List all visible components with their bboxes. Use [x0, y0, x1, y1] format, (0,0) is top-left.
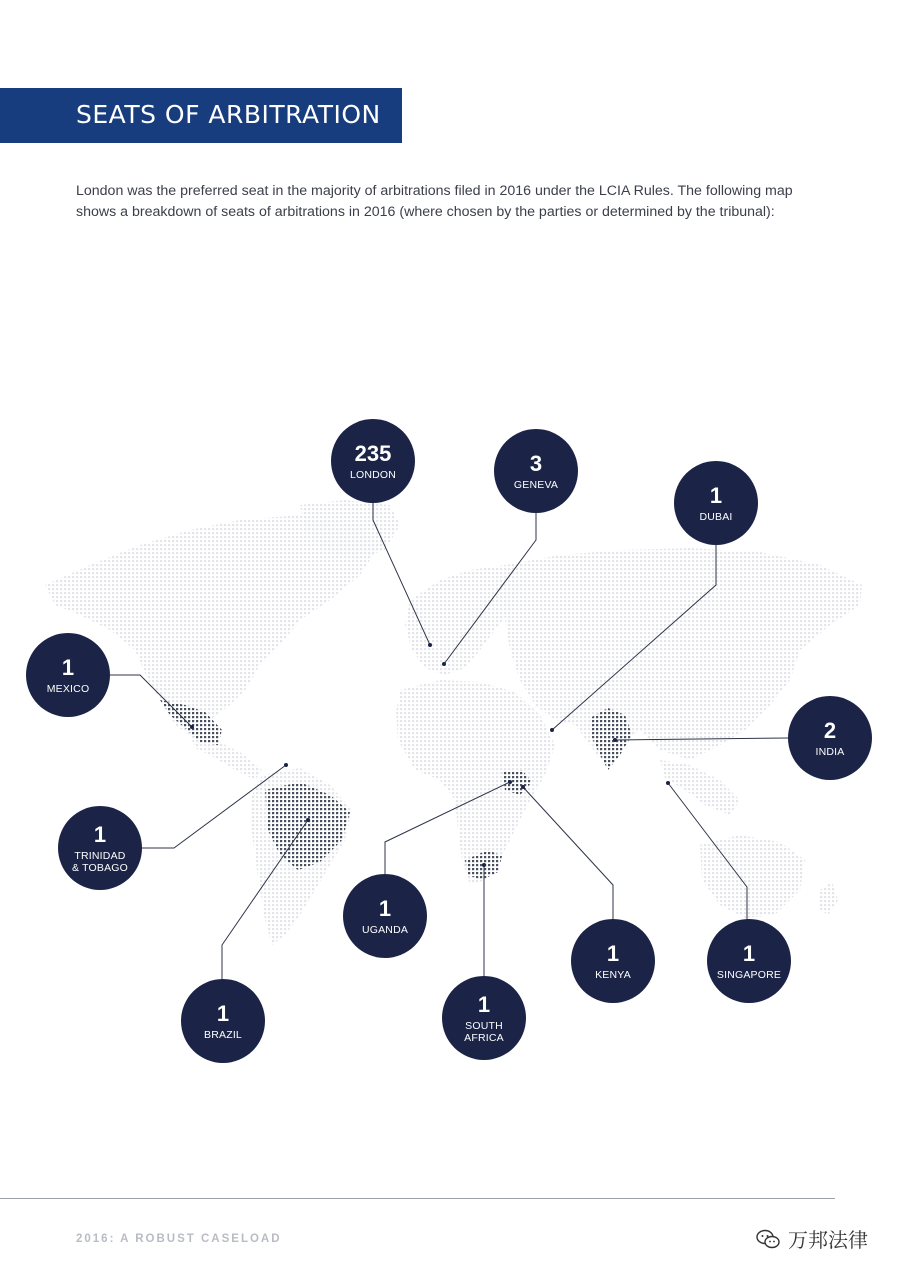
seat-count: 235 — [354, 440, 392, 466]
leader-kenya — [523, 787, 613, 920]
marker-uganda — [508, 780, 512, 784]
watermark-text: 万邦法律 — [788, 1228, 868, 1252]
seat-bubble-brazil — [181, 979, 265, 1063]
intro-line-1: London was the preferred seat in the majority of arbitrations filed in 2016 under the LCIA Rules. The following map — [76, 183, 793, 199]
marker-geneva — [442, 662, 446, 666]
marker-london — [428, 643, 432, 647]
continent-europe — [405, 565, 520, 675]
marker-kenya — [521, 785, 525, 789]
marker-india — [613, 738, 617, 742]
seat-bubble-singapore — [707, 919, 791, 1003]
watermark — [756, 1224, 868, 1253]
seat-label: DUBAI — [699, 510, 733, 523]
seat-count: 1 — [93, 821, 107, 847]
seat-bubble-south-africa — [442, 976, 526, 1060]
seat-count: 1 — [378, 895, 392, 921]
seat-label: SOUTH AFRICA — [464, 1019, 504, 1044]
seat-bubble-india — [788, 696, 872, 780]
seat-count: 1 — [477, 991, 491, 1017]
marker-mexico — [190, 725, 194, 729]
highlighted-countries — [160, 700, 632, 880]
seat-label: UGANDA — [361, 923, 409, 936]
marker-singapore — [666, 781, 670, 785]
seat-label: TRINIDAD & TOBAGO — [71, 849, 129, 874]
seat-count: 3 — [529, 450, 543, 476]
continent-australia — [700, 835, 805, 918]
seat-count: 2 — [823, 717, 837, 743]
seat-count: 1 — [709, 482, 723, 508]
seat-label: GENEVA — [513, 478, 559, 491]
footer-caption: 2016: A ROBUST CASELOAD — [76, 1233, 282, 1245]
seat-label: KENYA — [595, 968, 631, 981]
marker-trinidad — [284, 763, 288, 767]
seat-count: 1 — [742, 940, 756, 966]
seat-bubble-dubai — [674, 461, 758, 545]
continent-new-zealand — [818, 882, 838, 915]
seat-bubble-uganda — [343, 874, 427, 958]
seat-bubble-mexico — [26, 633, 110, 717]
seat-bubble-geneva — [494, 429, 578, 513]
country-india — [590, 708, 632, 770]
seat-label: MEXICO — [46, 682, 90, 695]
seat-label: INDIA — [815, 745, 845, 758]
seat-label: SINGAPORE — [716, 968, 782, 981]
seat-bubble-london — [331, 419, 415, 503]
seat-label: LONDON — [349, 468, 397, 481]
seat-count: 1 — [216, 1000, 230, 1026]
marker-dubai — [550, 728, 554, 732]
marker-brazil — [306, 818, 310, 822]
wechat-icon — [756, 1228, 780, 1250]
seat-count: 1 — [61, 654, 75, 680]
seat-bubble-kenya — [571, 919, 655, 1003]
seat-bubble-trinidad — [58, 806, 142, 890]
footer-divider — [0, 1198, 835, 1199]
page-title: SEATS OF ARBITRATION — [76, 100, 381, 129]
seat-label: BRAZIL — [204, 1028, 242, 1041]
continents — [45, 500, 862, 945]
seat-count: 1 — [606, 940, 620, 966]
marker-south-africa — [482, 863, 486, 867]
intro-line-2: shows a breakdown of seats of arbitrations in 2016 (where chosen by the parties or determined by the tribunal): — [76, 204, 775, 220]
